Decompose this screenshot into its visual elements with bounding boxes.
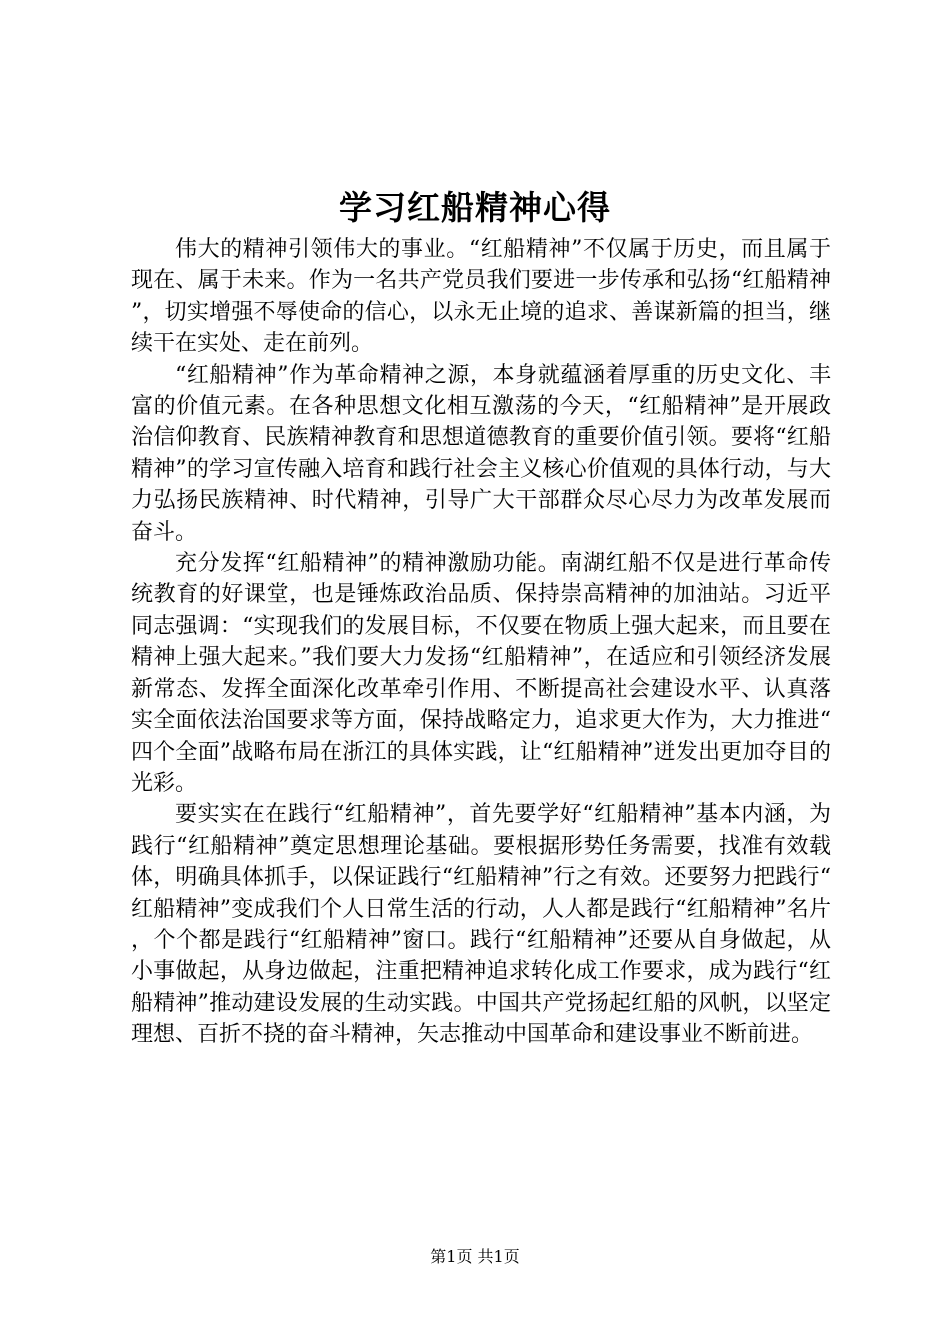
page-number-footer: 第1页 共1页 [430,1247,520,1266]
paragraph-3: 充分发挥“红船精神”的精神激励功能。南湖红船不仅是进行革命传统教育的好课堂，也是锤炼政治品质、保持崇高精神的加油站。习近平同志强调：“实现我们的发展目标，不仅要在物质上强大起来，而且要在精神上强大起来。”我们要大力发扬“红船精神”，在适应和引领经济发展新常态、发挥全面深化改革牵引作用、不断提高社会建设水平、认真落实全面依法治国要求等方面，保持战略定力，追求更大作为，大力推进“四个全面”战略布局在浙江的具体实践，让“红船精神”迸发出更加夺目的光彩。 [131,551,831,796]
paragraph-2: “红船精神”作为革命精神之源，本身就蕴涵着厚重的历史文化、丰富的价值元素。在各种思想文化相互激荡的今天，“红船精神”是开展政治信仰教育、民族精神教育和思想道德教育的重要价值引领。要将“红船精神”的学习宣传融入培育和践行社会主义核心价值观的具体行动，与大力弘扬民族精神、时代精神，引导广大干部群众尽心尽力为改革发展而奋斗。 [131,362,831,545]
paragraph-1: 伟大的精神引领伟大的事业。“红船精神”不仅属于历史，而且属于现在、属于未来。作为一名共产党员我们要进一步传承和弘扬“红船精神”，切实增强不辱使命的信心，以永无止境的追求、善谋新篇的担当，继续干在实处、走在前列。 [131,237,831,357]
document-body [131,234,831,1051]
page-title: 学习红船精神心得 [339,188,611,227]
paragraph-4: 要实实在在践行“红船精神”，首先要学好“红船精神”基本内涵，为践行“红船精神”奠定思想理论基础。要根据形势任务需要，找准有效载体，明确具体抓手，以保证践行“红船精神”行之有效。还要努力把践行“红船精神”变成我们个人日常生活的行动，人人都是践行“红船精神”名片，个个都是践行“红船精神”窗口。践行“红船精神”还要从自身做起，从小事做起，从身边做起，注重把精神追求转化成工作要求，成为践行“红船精神”推动建设发展的生动实践。中国共产党扬起红船的风帆，以坚定理想、百折不挠的奋斗精神，矢志推动中国革命和建设事业不断前进。 [131,802,831,1048]
